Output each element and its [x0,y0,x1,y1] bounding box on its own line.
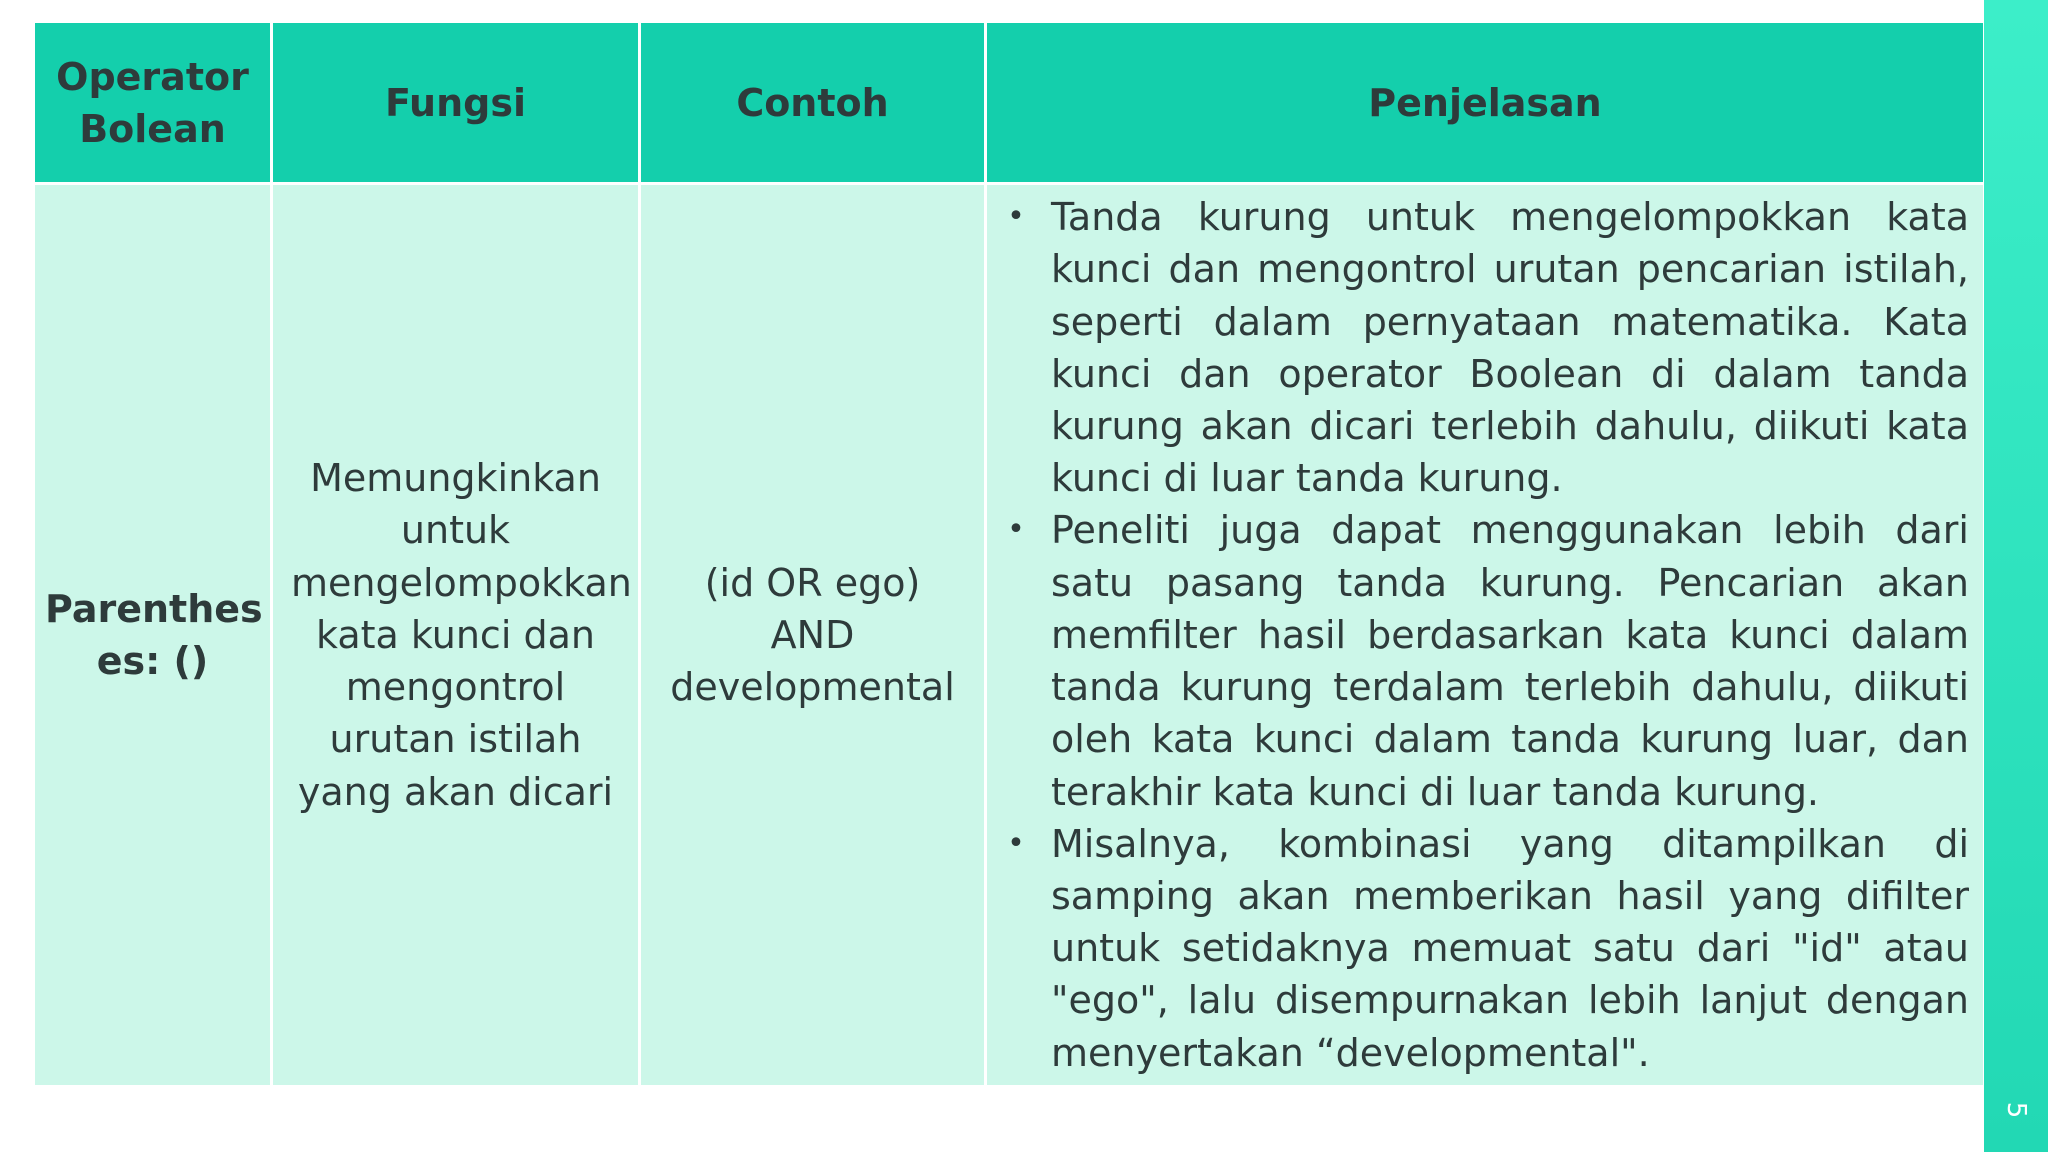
fungsi-text: Memungkinkan untuk mengelompokkan kata kunci dan mengontrol urutan istilah yang akan dicari [291,456,632,814]
penjelasan-text-3: Misalnya, kombinasi yang ditampilkan di samping akan memberikan hasil yang difilter untuk setidaknya memuat satu dari "id" atau "ego", lalu disempurnakan lebih lanjut dengan menyertakan “developmental". [1051,821,1969,1075]
table-header-row [34,22,1985,184]
cell-penjelasan [986,184,1985,1087]
page-number: 5 [2001,1101,2031,1119]
operator-text: Parenthes es: () [45,586,263,683]
header-penjelasan [986,22,1985,184]
table-row [34,184,1985,1087]
list-item [1001,504,1969,817]
header-contoh-label: Contoh [736,80,889,125]
header-fungsi-label: Fungsi [384,80,526,125]
penjelasan-text-2: Peneliti juga dapat menggunakan lebih dari satu pasang tanda kurung. Pencarian akan memfilter hasil berdasarkan kata kunci dalam tanda kurung terdalam terlebih dahulu, diikuti oleh kata kunci dalam tanda kurung luar, dan terakhir kata kunci di luar tanda kurung. [1051,508,1969,814]
header-fungsi [272,22,640,184]
contoh-text: (id OR ego) AND developmental [670,560,955,710]
cell-operator [34,184,272,1087]
side-accent-bar [1984,0,2048,1152]
boolean-operator-table [32,20,1986,1088]
bullet-icon: • [1007,199,1025,235]
bullet-icon: • [1007,512,1025,548]
header-contoh [640,22,986,184]
list-item [1001,191,1969,504]
bullet-icon: • [1007,825,1025,861]
cell-fungsi [272,184,640,1087]
cell-contoh [640,184,986,1087]
penjelasan-text-1: Tanda kurung untuk mengelompokkan kata kunci dan mengontrol urutan pencarian istilah, seperti dalam pernyataan matematika. Kata kunci dan operator Boolean di dalam tanda kurung akan dicari terlebih dahulu, diikuti kata kunci di luar tanda kurung. [1051,195,1969,501]
header-operator [34,22,272,184]
header-operator-label: Operator Bolean [56,54,249,151]
header-penjelasan-label: Penjelasan [1368,80,1602,125]
list-item [1001,818,1969,1079]
penjelasan-list [1001,191,1969,1078]
